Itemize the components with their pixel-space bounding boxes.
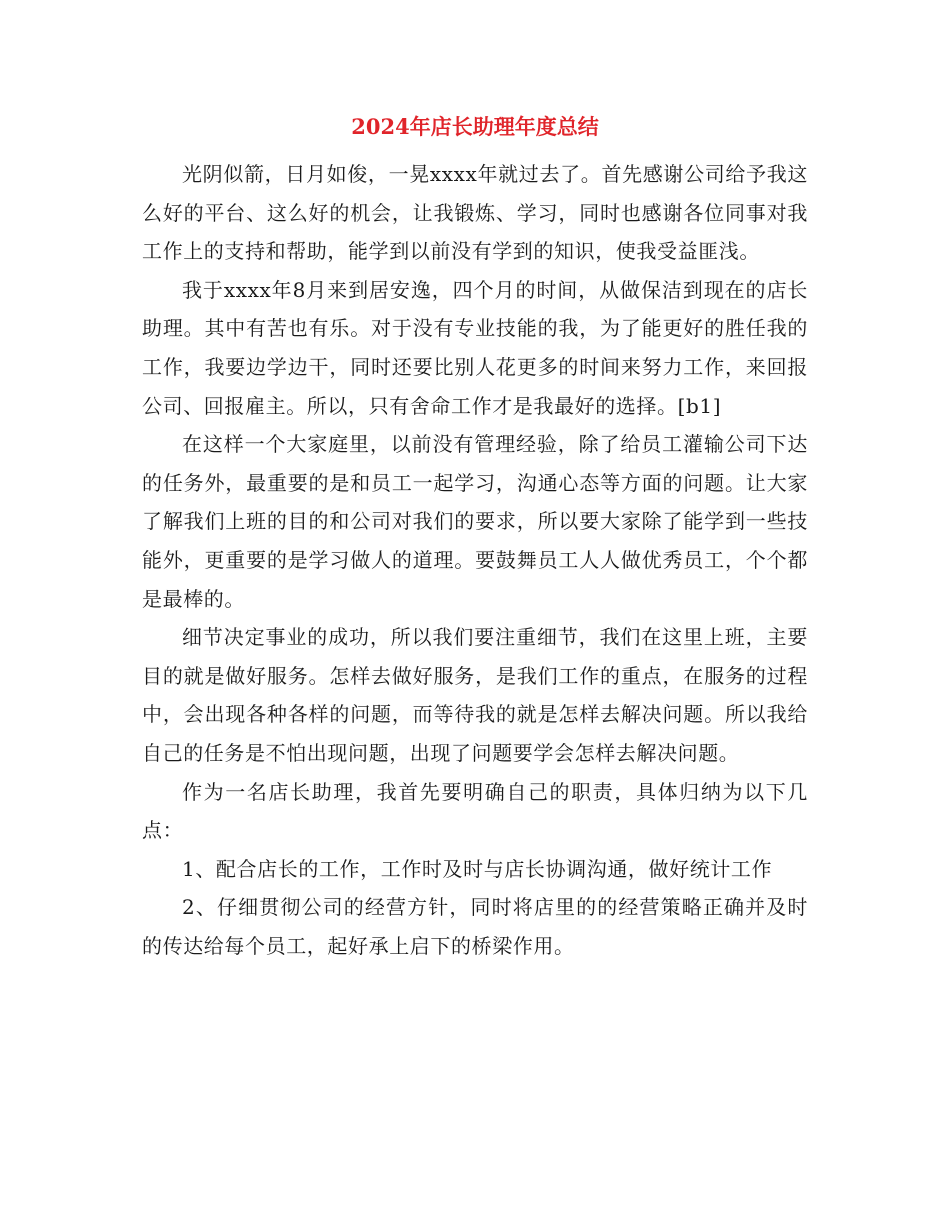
paragraph-intro: 光阴似箭，日月如俊，一晃xxxx年就过去了。首先感谢公司给予我这么好的平台、这么好的机会，让我锻炼、学习，同时也感谢各位同事对我工作上的支持和帮助，能学到以前没有学到的知识，使我受益匪浅。 <box>142 162 808 264</box>
document-body <box>142 155 808 965</box>
paragraph-duties-intro: 作为一名店长助理，我首先要明确自己的职责，具体归纳为以下几点： <box>142 779 808 843</box>
paragraph-experience: 我于xxxx年8月来到居安逸，四个月的时间，从做保洁到现在的店长助理。其中有苦也有乐。对于没有专业技能的我，为了能更好的胜任我的工作，我要边学边干，同时还要比别人花更多的时间来努力工作，来回报公司、回报雇主。所以，只有舍命工作才是我最好的选择。[b1] <box>142 277 808 418</box>
document-title: 2024年店长助理年度总结 <box>351 114 599 139</box>
list-item-duty-1: 1、配合店长的工作，工作时及时与店长协调沟通，做好统计工作 <box>182 856 773 881</box>
paragraph-details: 细节决定事业的成功，所以我们要注重细节，我们在这里上班，主要目的就是做好服务。怎样去做好服务，是我们工作的重点，在服务的过程中，会出现各种各样的问题，而等待我的就是怎样去解决问题。所以我给自己的任务是不怕出现问题，出现了问题要学会怎样去解决问题。 <box>142 625 808 765</box>
paragraph-management: 在这样一个大家庭里，以前没有管理经验，除了给员工灌输公司下达的任务外，最重要的是和员工一起学习，沟通心态等方面的问题。让大家了解我们上班的目的和公司对我们的要求，所以要大家除了能学到一些技能外，更重要的是学习做人的道理。要鼓舞员工人人做优秀员工，个个都是最棒的。 <box>142 432 808 611</box>
list-item-duty-2: 2、仔细贯彻公司的经营方针，同时将店里的的经营策略正确并及时的传达给每个员工，起好承上启下的桥梁作用。 <box>142 895 808 958</box>
